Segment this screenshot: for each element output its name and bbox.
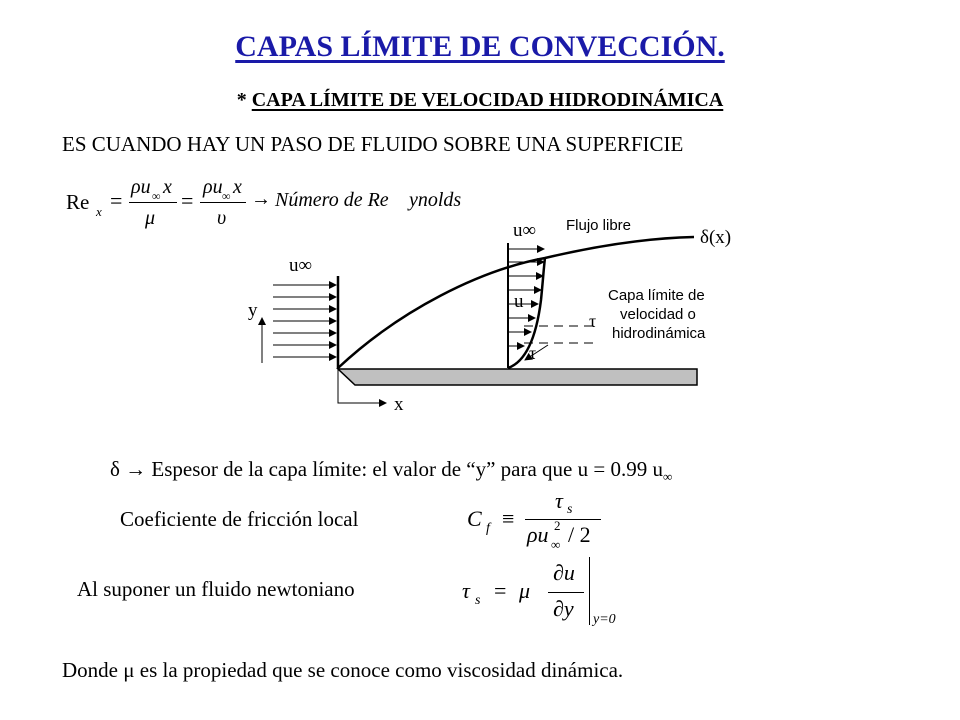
s-subscript-2: s: [475, 593, 481, 608]
du-numerator: ∂u: [553, 560, 575, 585]
divide-by-two: / 2: [568, 522, 591, 547]
nu-denominator: υ: [217, 207, 227, 229]
velocity-profile: [508, 258, 545, 368]
tau-label-2: τ: [529, 343, 537, 363]
equiv-sign: ≡: [502, 506, 515, 531]
dy-denominator: ∂y: [553, 596, 574, 621]
delta-definition-sub: ∞: [662, 469, 673, 485]
capa-label-line-1: Capa límite de: [608, 287, 705, 304]
flujo-libre-label: Flujo libre: [566, 217, 632, 234]
friction-fraction-bar: [525, 519, 601, 520]
intro-text: ES CUANDO HAY UN PASO DE FLUIDO SOBRE UNA SUPERFICIE: [62, 132, 684, 156]
x-numerator-1: x: [163, 176, 172, 198]
page-title: CAPAS LÍMITE DE CONVECCIÓN.: [235, 30, 725, 63]
y-axis-label: y: [248, 300, 258, 321]
delta-x-label: δ(x): [700, 227, 732, 248]
arrow-symbol: →: [251, 188, 271, 210]
evaluation-subscript: y=0: [593, 612, 616, 627]
mu-denominator: μ: [145, 207, 156, 229]
equals-sign-1: =: [110, 188, 123, 213]
squared-superscript: 2: [554, 518, 561, 533]
inf-subscript-1: ∞: [152, 189, 161, 203]
u-numerator: ρu: [203, 176, 223, 198]
derivative-fraction-bar: [548, 592, 584, 593]
flat-plate: [338, 369, 697, 385]
x-axis-label: x: [394, 394, 404, 415]
inflow-arrows: [273, 285, 336, 357]
mu-symbol: μ: [519, 578, 531, 603]
tau-s-numerator: τ: [555, 488, 563, 513]
re-subscript-x: x: [96, 204, 102, 219]
x-numerator-2: x: [233, 176, 242, 198]
newtonian-label: Al suponer un fluido newtoniano: [77, 577, 355, 601]
cf-subscript: f: [486, 521, 490, 536]
u-inf-left-label: u∞: [289, 255, 313, 276]
re-symbol: Re: [66, 190, 90, 214]
capa-label-line-3: hidrodinámica: [612, 325, 706, 342]
capa-label-line-2: velocidad o: [620, 306, 696, 323]
equals-sign-2: =: [181, 188, 194, 213]
rho-u-numerator: ρu: [131, 176, 151, 198]
viscosity-statement: Donde μ es la propiedad que se conoce como viscosidad dinámica.: [62, 658, 624, 682]
subtitle-bullet: *: [236, 89, 252, 111]
inf-subscript-2: ∞: [222, 189, 231, 203]
evaluation-bar: [589, 557, 590, 625]
u-label: u: [514, 291, 524, 312]
s-subscript-1: s: [567, 502, 573, 517]
rho-u-denominator: ρu: [527, 522, 549, 547]
tau-s-symbol: τ: [462, 578, 470, 603]
delta-definition-text: δ → Espesor de la capa límite: el valor de “y” para que u = 0.99 u: [110, 457, 663, 481]
reynolds-name: Número de Re: [275, 189, 389, 211]
friction-label: Coeficiente de fricción local: [120, 507, 359, 531]
equals-sign-3: =: [494, 578, 507, 603]
reynolds-name-tail: ynolds: [409, 189, 462, 211]
subtitle-text: CAPA LÍMITE DE VELOCIDAD HIDRODINÁMICA: [251, 89, 724, 111]
delta-definition: [110, 457, 672, 485]
tau-label-1: τ: [589, 311, 597, 331]
cf-symbol: C: [467, 506, 482, 531]
inf-subscript-friction: ∞: [551, 537, 561, 552]
u-inf-top-label: u∞: [513, 220, 537, 241]
